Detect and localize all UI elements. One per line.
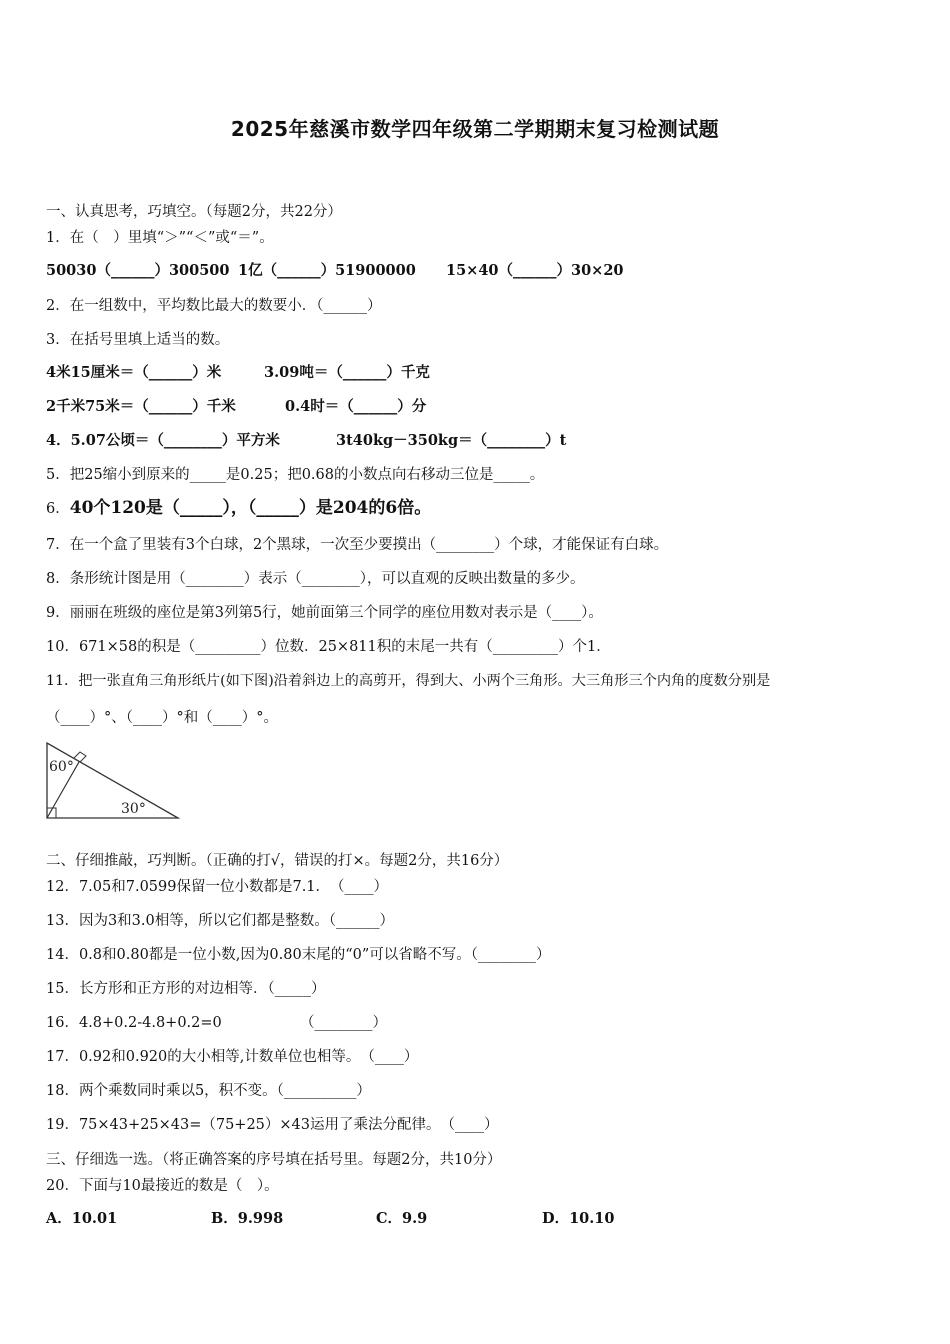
- question-3-row-1: [46, 363, 430, 383]
- page-title: 2025年慈溪市数学四年级第二学期期末复习检测试题: [230, 117, 720, 141]
- q6-number: 6．: [46, 501, 70, 517]
- triangle-outline: [47, 743, 178, 818]
- question-6: [46, 498, 431, 519]
- q3-item-d: 0.4时＝（______）分: [285, 398, 427, 415]
- question-19: 19．75×43+25×43=（75+25）×43运用了乘法分配律。 （____）: [46, 1117, 499, 1133]
- q16-blank: （________）: [300, 1015, 387, 1031]
- angle-label-30: 30°: [121, 801, 146, 817]
- right-triangle-figure: [44, 740, 184, 822]
- question-12: 12．7.05和7.0599保留一位小数都是7.1． （____）: [46, 879, 389, 895]
- question-18: 18．两个乘数同时乘以5，积不变。（__________）: [46, 1083, 371, 1099]
- q4-item-b: 3t40kg－350kg＝（________）t: [336, 432, 567, 449]
- q1-item-b: 1亿（______）51900000: [238, 262, 416, 279]
- question-9: 9．丽丽在班级的座位是第3列第5行，她前面第三个同学的座位用数对表示是（____）。: [46, 605, 603, 621]
- q4-item-a: 4．5.07公顷＝（________）平方米: [46, 432, 280, 449]
- question-2: 2．在一组数中，平均数比最大的数要小．（______）: [46, 298, 382, 314]
- question-3-row-2: [46, 397, 426, 417]
- q3-item-a: 4米15厘米＝（______）米: [46, 364, 222, 381]
- question-11-line-1: 11．把一张直角三角形纸片(如下图)沿着斜边上的高剪开，得到大、小两个三角形。大三角形三个内角的度数分别是: [46, 673, 771, 689]
- question-15: 15．长方形和正方形的对边相等．（_____）: [46, 981, 326, 997]
- question-5: 5．把25缩小到原来的_____是0.25；把0.68的小数点向右移动三位是_____。: [46, 467, 545, 483]
- question-14: 14．0.8和0.80都是一位小数,因为0.80末尾的“0”可以省略不写。（________）: [46, 947, 551, 963]
- question-16: [46, 1013, 387, 1033]
- question-1: 1．在（ ）里填“＞”“＜”或“＝”。: [46, 230, 274, 246]
- question-3: 3．在括号里填上适当的数。: [46, 332, 230, 348]
- section-2-heading: 二、仔细推敲，巧判断。（正确的打√，错误的打×。每题2分，共16分）: [46, 853, 509, 869]
- question-10: 10．671×58的积是（_________）位数．25×811积的末尾一共有（_________）个1．: [46, 639, 611, 655]
- q6-text: 40个120是（_____），（_____）是204的6倍。: [69, 498, 432, 518]
- q16-text: 16．4.8+0.2-4.8+0.2=0: [46, 1015, 222, 1031]
- right-angle-mark-foot: [74, 752, 86, 762]
- question-11-line-2: （____）°、（____）°和（____）°。: [46, 710, 278, 726]
- q3-item-c: 2千米75米＝（______）千米: [46, 398, 236, 415]
- question-20: 20．下面与10最接近的数是（ ）。: [46, 1178, 279, 1194]
- angle-label-60: 60°: [49, 759, 74, 775]
- section-3-heading: 三、仔细选一选。（将正确答案的序号填在括号里。每题2分，共10分）: [46, 1152, 502, 1168]
- q1-item-c: 15×40（______）30×20: [446, 262, 624, 279]
- question-7: 7．在一个盒了里装有3个白球，2个黑球，一次至少要摸出（________）个球，才能保证有白球。: [46, 537, 669, 553]
- option-c: C．9.9: [376, 1210, 428, 1227]
- option-d: D．10.10: [542, 1210, 615, 1227]
- question-4: [46, 431, 566, 451]
- option-a: A．10.01: [46, 1210, 118, 1227]
- option-b: B．9.998: [211, 1210, 284, 1227]
- question-20-options: [46, 1209, 614, 1229]
- question-8: 8．条形统计图是用（________）表示（________），可以直观的反映出数量的多少。: [46, 571, 585, 587]
- question-1-items: [46, 261, 624, 281]
- question-13: 13．因为3和3.0相等，所以它们都是整数。（______）: [46, 913, 394, 929]
- question-17: 17．0.92和0.920的大小相等,计数单位也相等。 （____）: [46, 1049, 419, 1065]
- q3-item-b: 3.09吨＝（______）千克: [264, 364, 430, 381]
- section-1-heading: 一、认真思考，巧填空。（每题2分，共22分）: [46, 204, 342, 220]
- q1-item-a: 50030（______）300500: [46, 262, 230, 279]
